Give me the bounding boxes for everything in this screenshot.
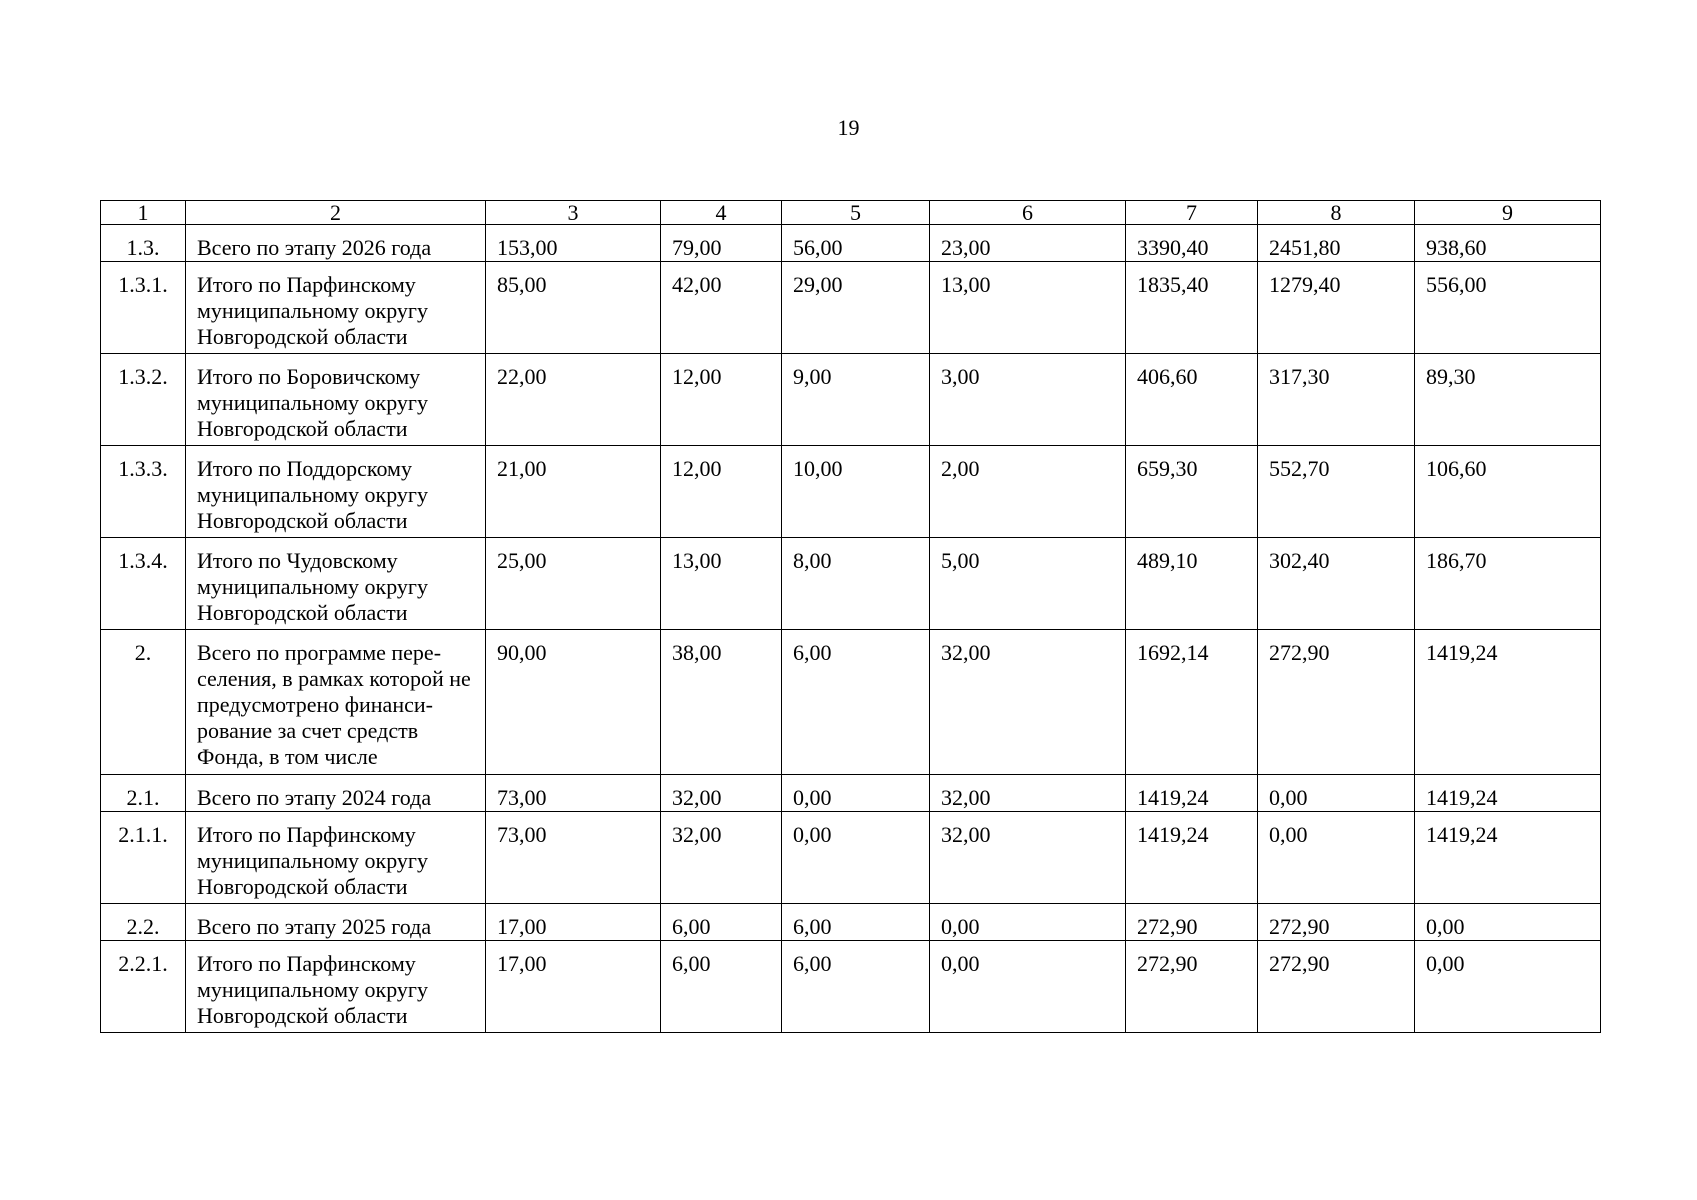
value-cell: 22,00	[486, 354, 661, 446]
table-body	[101, 201, 1601, 1033]
value-cell: 272,90	[1258, 630, 1415, 775]
value-cell: 29,00	[782, 262, 930, 354]
column-header: 8	[1258, 201, 1415, 225]
value-cell: 13,00	[930, 262, 1126, 354]
value-cell: 17,00	[486, 904, 661, 941]
value-cell: 1419,24	[1415, 812, 1601, 904]
value-cell: 1835,40	[1126, 262, 1258, 354]
value-cell: 56,00	[782, 225, 930, 262]
row-number-cell: 2.2.1.	[101, 941, 186, 1033]
row-name-cell: Всего по этапу 2025 года	[186, 904, 486, 941]
value-cell: 0,00	[1258, 775, 1415, 812]
row-number-cell: 2.2.	[101, 904, 186, 941]
table-header-row	[101, 201, 1601, 225]
value-cell: 272,90	[1258, 941, 1415, 1033]
row-number-cell: 1.3.1.	[101, 262, 186, 354]
value-cell: 0,00	[782, 812, 930, 904]
table-row	[101, 775, 1601, 812]
column-header: 6	[930, 201, 1126, 225]
table-row	[101, 904, 1601, 941]
row-name-cell: Итого по Боровичскому муниципальному округу Новгородской области	[186, 354, 486, 446]
value-cell: 17,00	[486, 941, 661, 1033]
table-row	[101, 225, 1601, 262]
row-number-cell: 1.3.4.	[101, 538, 186, 630]
row-number-cell: 1.3.	[101, 225, 186, 262]
value-cell: 272,90	[1126, 941, 1258, 1033]
value-cell: 73,00	[486, 812, 661, 904]
value-cell: 25,00	[486, 538, 661, 630]
value-cell: 6,00	[782, 630, 930, 775]
value-cell: 302,40	[1258, 538, 1415, 630]
table-row	[101, 354, 1601, 446]
value-cell: 0,00	[930, 941, 1126, 1033]
value-cell: 12,00	[661, 354, 782, 446]
value-cell: 32,00	[661, 775, 782, 812]
value-cell: 89,30	[1415, 354, 1601, 446]
row-number-cell: 1.3.2.	[101, 354, 186, 446]
table-row	[101, 812, 1601, 904]
column-header: 3	[486, 201, 661, 225]
value-cell: 3390,40	[1126, 225, 1258, 262]
table-row	[101, 538, 1601, 630]
row-name-cell: Итого по Чудовскому муниципальному округу Новгородской области	[186, 538, 486, 630]
value-cell: 32,00	[930, 630, 1126, 775]
value-cell: 153,00	[486, 225, 661, 262]
column-header: 9	[1415, 201, 1601, 225]
value-cell: 32,00	[661, 812, 782, 904]
value-cell: 0,00	[1415, 904, 1601, 941]
table-row	[101, 262, 1601, 354]
value-cell: 1419,24	[1415, 630, 1601, 775]
value-cell: 6,00	[782, 941, 930, 1033]
column-header: 1	[101, 201, 186, 225]
value-cell: 8,00	[782, 538, 930, 630]
column-header: 4	[661, 201, 782, 225]
value-cell: 1419,24	[1415, 775, 1601, 812]
value-cell: 406,60	[1126, 354, 1258, 446]
value-cell: 0,00	[1258, 812, 1415, 904]
value-cell: 489,10	[1126, 538, 1258, 630]
row-name-cell: Итого по Поддорскому муниципальному округу Новгородской области	[186, 446, 486, 538]
value-cell: 6,00	[782, 904, 930, 941]
value-cell: 1419,24	[1126, 812, 1258, 904]
row-name-cell: Всего по этапу 2024 года	[186, 775, 486, 812]
row-number-cell: 2.	[101, 630, 186, 775]
value-cell: 317,30	[1258, 354, 1415, 446]
column-header: 5	[782, 201, 930, 225]
value-cell: 90,00	[486, 630, 661, 775]
value-cell: 85,00	[486, 262, 661, 354]
value-cell: 5,00	[930, 538, 1126, 630]
value-cell: 0,00	[1415, 941, 1601, 1033]
value-cell: 9,00	[782, 354, 930, 446]
value-cell: 23,00	[930, 225, 1126, 262]
value-cell: 12,00	[661, 446, 782, 538]
value-cell: 73,00	[486, 775, 661, 812]
row-name-cell: Итого по Парфинскому муниципальному округу Новгородской области	[186, 262, 486, 354]
page-number: 19	[837, 115, 860, 140]
value-cell: 1279,40	[1258, 262, 1415, 354]
value-cell: 1419,24	[1126, 775, 1258, 812]
value-cell: 32,00	[930, 775, 1126, 812]
value-cell: 6,00	[661, 904, 782, 941]
value-cell: 938,60	[1415, 225, 1601, 262]
row-name-cell: Итого по Парфинскому муниципальному округу Новгородской области	[186, 812, 486, 904]
value-cell: 0,00	[930, 904, 1126, 941]
value-cell: 42,00	[661, 262, 782, 354]
row-number-cell: 1.3.3.	[101, 446, 186, 538]
row-name-cell: Всего по этапу 2026 года	[186, 225, 486, 262]
row-name-cell: Итого по Парфинскому муниципальному округу Новгородской области	[186, 941, 486, 1033]
value-cell: 21,00	[486, 446, 661, 538]
data-table	[100, 200, 1601, 1033]
column-header: 2	[186, 201, 486, 225]
value-cell: 1692,14	[1126, 630, 1258, 775]
value-cell: 2451,80	[1258, 225, 1415, 262]
value-cell: 6,00	[661, 941, 782, 1033]
value-cell: 2,00	[930, 446, 1126, 538]
table-row	[101, 630, 1601, 775]
value-cell: 38,00	[661, 630, 782, 775]
value-cell: 552,70	[1258, 446, 1415, 538]
table-row	[101, 941, 1601, 1033]
row-number-cell: 2.1.1.	[101, 812, 186, 904]
value-cell: 10,00	[782, 446, 930, 538]
table-row	[101, 446, 1601, 538]
value-cell: 32,00	[930, 812, 1126, 904]
row-number-cell: 2.1.	[101, 775, 186, 812]
value-cell: 0,00	[782, 775, 930, 812]
value-cell: 186,70	[1415, 538, 1601, 630]
value-cell: 3,00	[930, 354, 1126, 446]
row-name-cell: Всего по программе пере-селения, в рамках которой не предусмотрено финанси-рование за счет средств Фонда, в том числе	[186, 630, 486, 775]
value-cell: 106,60	[1415, 446, 1601, 538]
value-cell: 659,30	[1126, 446, 1258, 538]
value-cell: 556,00	[1415, 262, 1601, 354]
value-cell: 272,90	[1258, 904, 1415, 941]
value-cell: 272,90	[1126, 904, 1258, 941]
value-cell: 79,00	[661, 225, 782, 262]
value-cell: 13,00	[661, 538, 782, 630]
column-header: 7	[1126, 201, 1258, 225]
